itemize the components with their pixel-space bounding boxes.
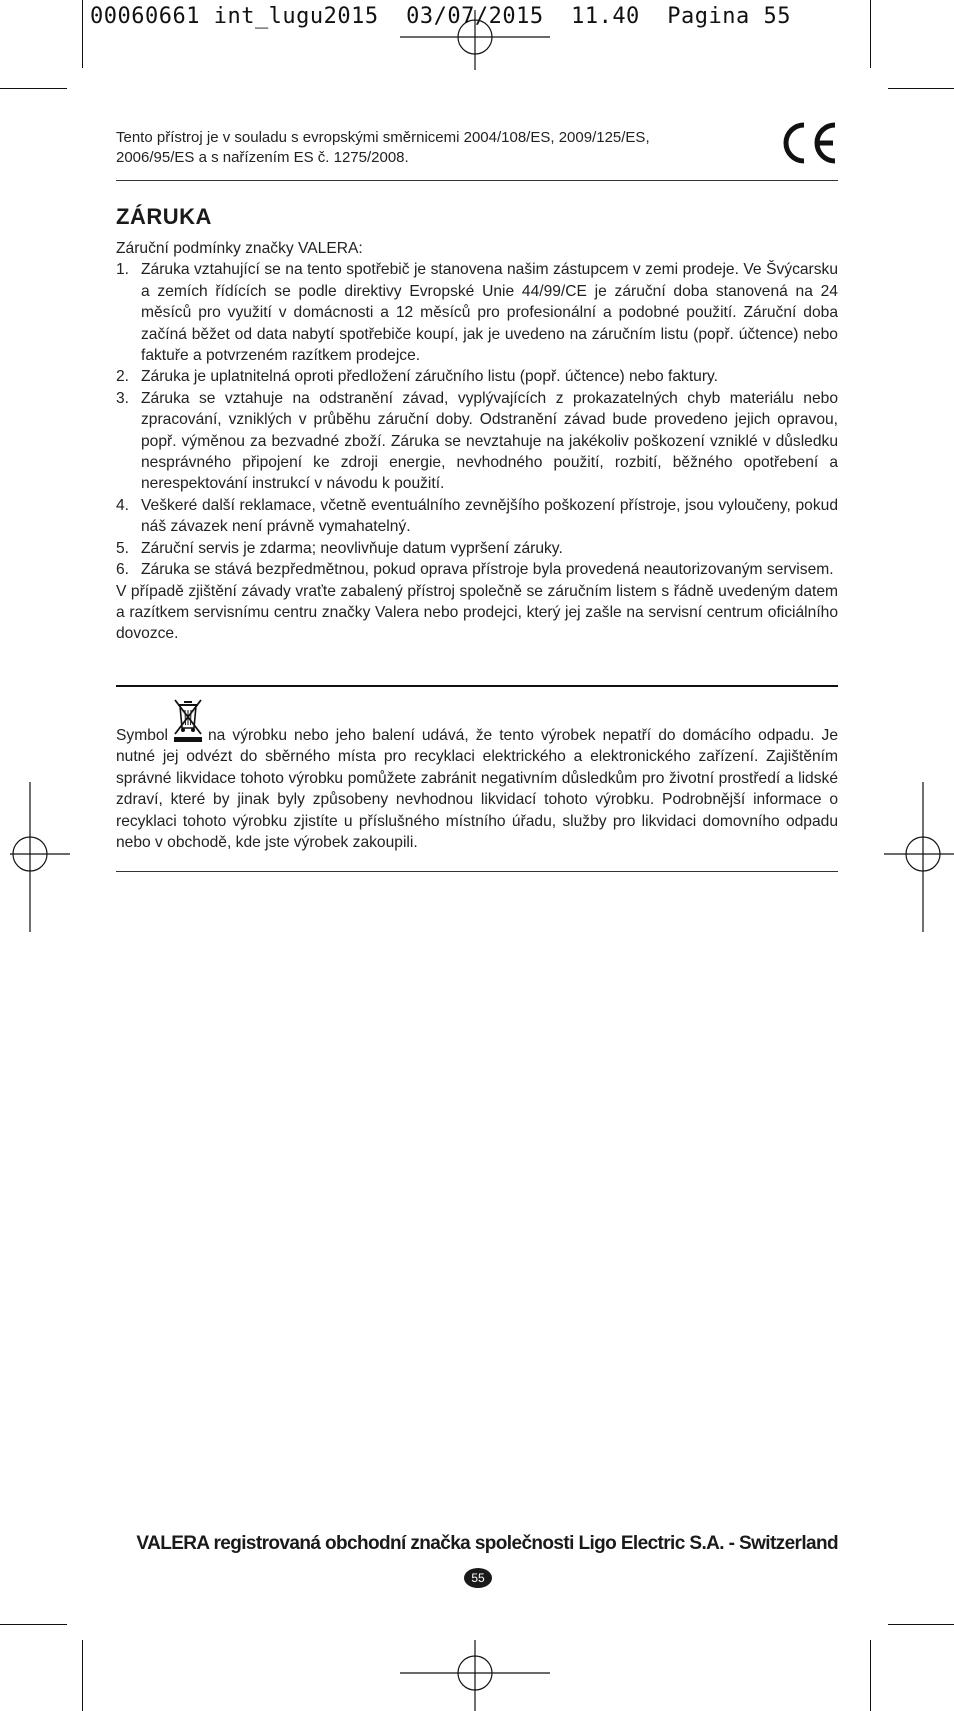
compliance-line: 2006/95/ES a s nařízením ES č. 1275/2008.: [116, 149, 409, 166]
item-text: Záruční servis je zdarma; neovlivňuje datum vypršení záruky.: [141, 539, 563, 557]
symbol-word: Symbol: [116, 727, 168, 744]
crop-mark: [870, 1640, 871, 1711]
registration-mark-right: [884, 782, 954, 932]
list-item: [116, 388, 838, 495]
registration-mark-bottom: [400, 1640, 550, 1711]
warranty-section: [116, 238, 838, 645]
registration-mark-left: [10, 782, 70, 932]
warranty-terms-list: [116, 259, 838, 580]
item-number: 5.: [116, 539, 130, 557]
item-number: 3.: [116, 389, 130, 407]
warranty-intro: Záruční podmínky značky VALERA:: [116, 240, 363, 257]
list-item: [116, 559, 838, 580]
compliance-line: Tento přístroj je v souladu s evropskými směrnicemi 2004/108/ES, 2009/125/ES,: [116, 129, 650, 146]
list-item: [116, 495, 838, 538]
list-item: [116, 538, 838, 559]
item-number: 1.: [116, 261, 130, 279]
recycling-text: na výrobku nebo jeho balení udává, že tento výrobek nepatří do domácího odpadu. Je nutné jej odvézt do sběrného místa pro recyklaci elektrického a elektronického zařízení. Zajištěním správné likvidace tohoto výrobku pomůžete zabránit negativním důsledkům pro životní prostředí a lidské zdraví, které by jinak byly způsobeny nevhodnou likvidací tohoto výrobku. Podrobnější informace o recyklaci tohoto výrobku zjistíte u příslušného místního úřadu, služby pro likvidaci domovního odpadu nebo v obchodě, kde jste výrobek zakoupili.: [116, 727, 838, 852]
crossed-out-wheelie-bin-icon: [171, 698, 205, 744]
warranty-closing: V případě zjištění závady vraťte zabalený přístroj společně se záručním listem s řádně uvedeným datem a razítkem servisnímu centru značky Valera nebo prodejci, který jej zašle na servisní centrum oficiálního dovozce.: [116, 582, 838, 643]
item-number: 4.: [116, 496, 130, 514]
item-text: Záruka se vztahuje na odstranění závad, vyplývajících z prokazatelných chyb materiálu nebo zpracování, vzniklých v průběhu záruční doby. Odstranění závad bude provedeno jejich opravou, popř. výměnou za bezvadné zboží. Záruka se nevztahuje na jakékoliv poškození vzniklé v důsledku nesprávného připojení ke zdroji energie, nevhodného použití, rozbití, běžného opotřebení a nerespektování instrukcí v návodu k použití.: [141, 389, 838, 493]
divider: [116, 685, 838, 687]
item-number: 6.: [116, 561, 130, 579]
ce-mark-icon: [777, 118, 839, 168]
item-text: Záruka se stává bezpředmětnou, pokud oprava přístroje byla provedená neautorizovaným servisem.: [141, 561, 834, 579]
page-number-badge: 55: [464, 1568, 492, 1588]
crop-mark: [0, 88, 67, 89]
item-number: 2.: [116, 368, 130, 386]
item-text: Veškeré další reklamace, včetně eventuálního zevnějšího poškození přístroje, jsou vyloučeny, pokud náš závazek není právně vymahatelný.: [141, 496, 838, 536]
list-item: [116, 259, 838, 366]
list-item: [116, 366, 838, 387]
crop-mark: [82, 1640, 83, 1711]
crop-mark: [870, 0, 871, 68]
item-text: Záruka je uplatnitelná oproti předložení záručního listu (popř. účtence) nebo faktury.: [141, 368, 719, 386]
recycling-text-block: [116, 698, 838, 853]
crop-mark: [888, 1624, 954, 1625]
crop-mark: [0, 1624, 67, 1625]
crop-mark: [82, 0, 83, 68]
item-text: Záruka vztahující se na tento spotřebič je stanovena našim zástupcem v zemi prodeje. Ve Švýcarsku a zemích řídících se podle direktivy Evropské Unie 44/99/CE je záruční doba stanovená na 24 měsíců pro využití v domácnosti a 12 měsíců pro profesionální a podobné použití. Záruční doba začíná běžet od data nabytí spotřebiče koupí, jak je uvedeno na záručním listu (popř. účtence) nebo faktuře a potvrzeném razítkem prodejce.: [141, 261, 838, 365]
recycling-notice: [116, 698, 838, 853]
printer-slug: 00060661 int_lugu2015 03/07/2015 11.40 Pagina 55: [90, 4, 792, 29]
section-title: ZÁRUKA: [116, 204, 212, 229]
divider: [116, 180, 838, 181]
compliance-statement: [116, 128, 726, 168]
brand-footer: VALERA registrovaná obchodní značka společnosti Ligo Electric S.A. - Switzerland: [136, 1533, 838, 1554]
crop-mark: [888, 88, 954, 89]
divider: [116, 871, 838, 872]
